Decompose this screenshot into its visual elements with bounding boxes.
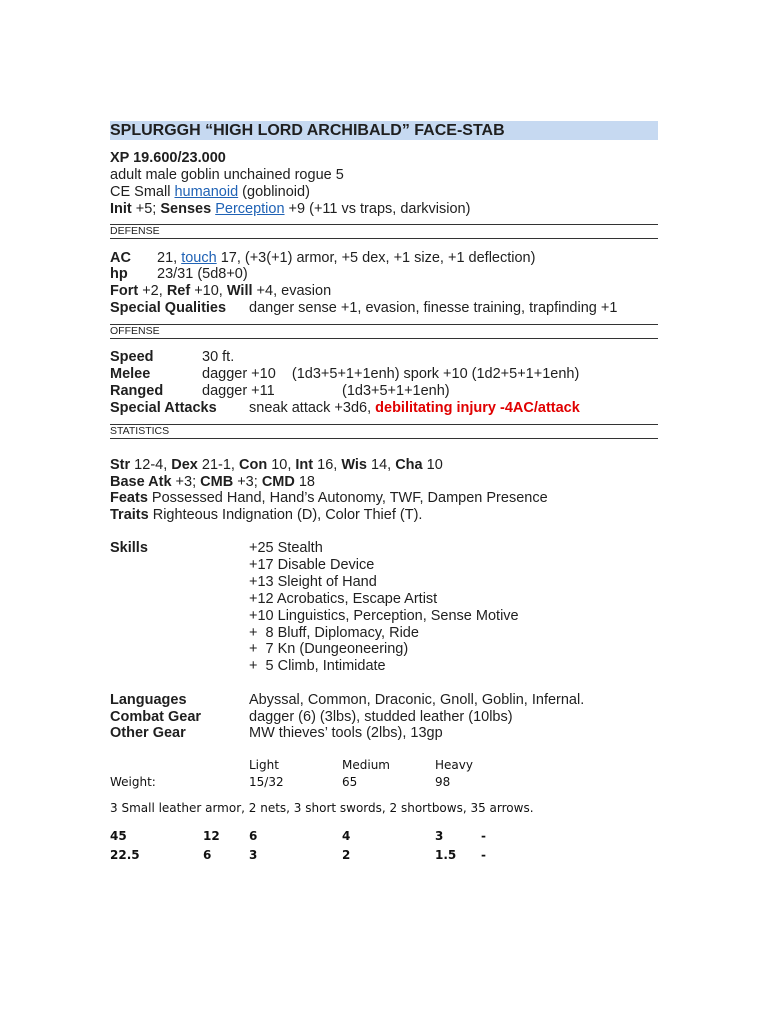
weight-label: Weight: bbox=[110, 775, 156, 789]
debilitating-injury-text: debilitating injury -4AC/attack bbox=[375, 400, 580, 416]
type-line: CE Small humanoid (goblinoid) bbox=[110, 184, 310, 200]
feats-line: Feats Possessed Hand, Hand’s Autonomy, TWF, Dampen Presence bbox=[110, 490, 548, 506]
table-cell: 6 bbox=[203, 848, 212, 862]
ranged-damage: (1d3+5+1+1enh) bbox=[342, 383, 450, 399]
table-cell: 1.5 bbox=[435, 848, 457, 862]
section-offense-header: OFFENSE bbox=[110, 324, 658, 339]
humanoid-link[interactable]: humanoid bbox=[174, 184, 239, 200]
ranged-label: Ranged bbox=[110, 383, 164, 399]
speed-value: 30 ft. bbox=[202, 349, 235, 365]
ability-scores-line: Str 12-4, Dex 21-1, Con 10, Int 16, Wis 14, Cha 10 bbox=[110, 457, 443, 473]
table-cell: - bbox=[481, 829, 486, 843]
section-statistics-header: STATISTICS bbox=[110, 424, 658, 439]
equipment-note: 3 Small leather armor, 2 nets, 3 short swords, 2 shortbows, 35 arrows. bbox=[110, 801, 534, 815]
ac-line: AC bbox=[110, 250, 131, 266]
table-cell: 6 bbox=[249, 829, 258, 843]
hp-value: 23/31 (5d8+0) bbox=[157, 266, 248, 282]
touch-link[interactable]: touch bbox=[181, 250, 217, 266]
combat-gear-label: Combat Gear bbox=[110, 709, 202, 725]
melee-label: Melee bbox=[110, 366, 151, 382]
description-line: adult male goblin unchained rogue 5 bbox=[110, 167, 344, 183]
table-cell: 3 bbox=[435, 829, 444, 843]
weight-medium-value: 65 bbox=[342, 775, 358, 789]
skills-label: Skills bbox=[110, 540, 148, 556]
skill-item: +25 Stealth bbox=[249, 540, 323, 556]
traits-line: Traits Righteous Indignation (D), Color Thief (T). bbox=[110, 507, 423, 523]
table-cell: 45 bbox=[110, 829, 127, 843]
table-cell: 12 bbox=[203, 829, 220, 843]
speed-label: Speed bbox=[110, 349, 154, 365]
table-cell: 2 bbox=[342, 848, 351, 862]
languages-value: Abyssal, Common, Draconic, Gnoll, Goblin, Infernal. bbox=[249, 692, 585, 708]
skill-item: +10 Linguistics, Perception, Sense Motive bbox=[249, 608, 519, 624]
skill-item: + 7 Kn (Dungeoneering) bbox=[249, 641, 409, 657]
saves-line: Fort +2, Ref +10, Will +4, evasion bbox=[110, 283, 332, 299]
special-attacks-label: Special Attacks bbox=[110, 400, 217, 416]
weight-header-light: Light bbox=[249, 758, 279, 772]
perception-link[interactable]: Perception bbox=[215, 201, 285, 217]
skill-item: +12 Acrobatics, Escape Artist bbox=[249, 591, 438, 607]
weight-heavy-value: 98 bbox=[435, 775, 451, 789]
combat-gear-value: dagger (6) (3lbs), studded leather (10lbs) bbox=[249, 709, 513, 725]
table-cell: 3 bbox=[249, 848, 258, 862]
skill-item: +13 Sleight of Hand bbox=[249, 574, 377, 590]
special-qualities-value: danger sense +1, evasion, finesse training, trapfinding +1 bbox=[249, 300, 618, 316]
weight-header-heavy: Heavy bbox=[435, 758, 473, 772]
weight-header-medium: Medium bbox=[342, 758, 390, 772]
ac-value: 21, touch 17, (+3(+1) armor, +5 dex, +1 size, +1 deflection) bbox=[157, 250, 536, 266]
table-cell: 4 bbox=[342, 829, 351, 843]
skill-item: +17 Disable Device bbox=[249, 557, 375, 573]
languages-label: Languages bbox=[110, 692, 187, 708]
weight-light-value: 15/32 bbox=[249, 775, 284, 789]
ranged-weapon: dagger +11 bbox=[202, 383, 275, 399]
init-line: Init +5; Senses Perception +9 (+11 vs traps, darkvision) bbox=[110, 201, 471, 217]
hp-label: hp bbox=[110, 266, 128, 282]
section-defense-header: DEFENSE bbox=[110, 224, 658, 239]
other-gear-label: Other Gear bbox=[110, 725, 186, 741]
special-attacks-value: sneak attack +3d6, debilitating injury -4AC/attack bbox=[249, 400, 580, 416]
combat-maneuver-line: Base Atk +3; CMB +3; CMD 18 bbox=[110, 474, 316, 490]
skill-item: + 8 Bluff, Diplomacy, Ride bbox=[249, 625, 419, 641]
table-cell: - bbox=[481, 848, 486, 862]
melee-value: dagger +10 (1d3+5+1+1enh) spork +10 (1d2+5+1+1enh) bbox=[202, 366, 580, 382]
other-gear-value: MW thieves’ tools (2lbs), 13gp bbox=[249, 725, 443, 741]
special-qualities-label: Special Qualities bbox=[110, 300, 227, 316]
page-title: SPLURGGH “HIGH LORD ARCHIBALD” FACE-STAB bbox=[110, 121, 658, 140]
skill-item: + 5 Climb, Intimidate bbox=[249, 658, 386, 674]
xp-line: XP 19.600/23.000 bbox=[110, 150, 226, 166]
table-cell: 22.5 bbox=[110, 848, 140, 862]
